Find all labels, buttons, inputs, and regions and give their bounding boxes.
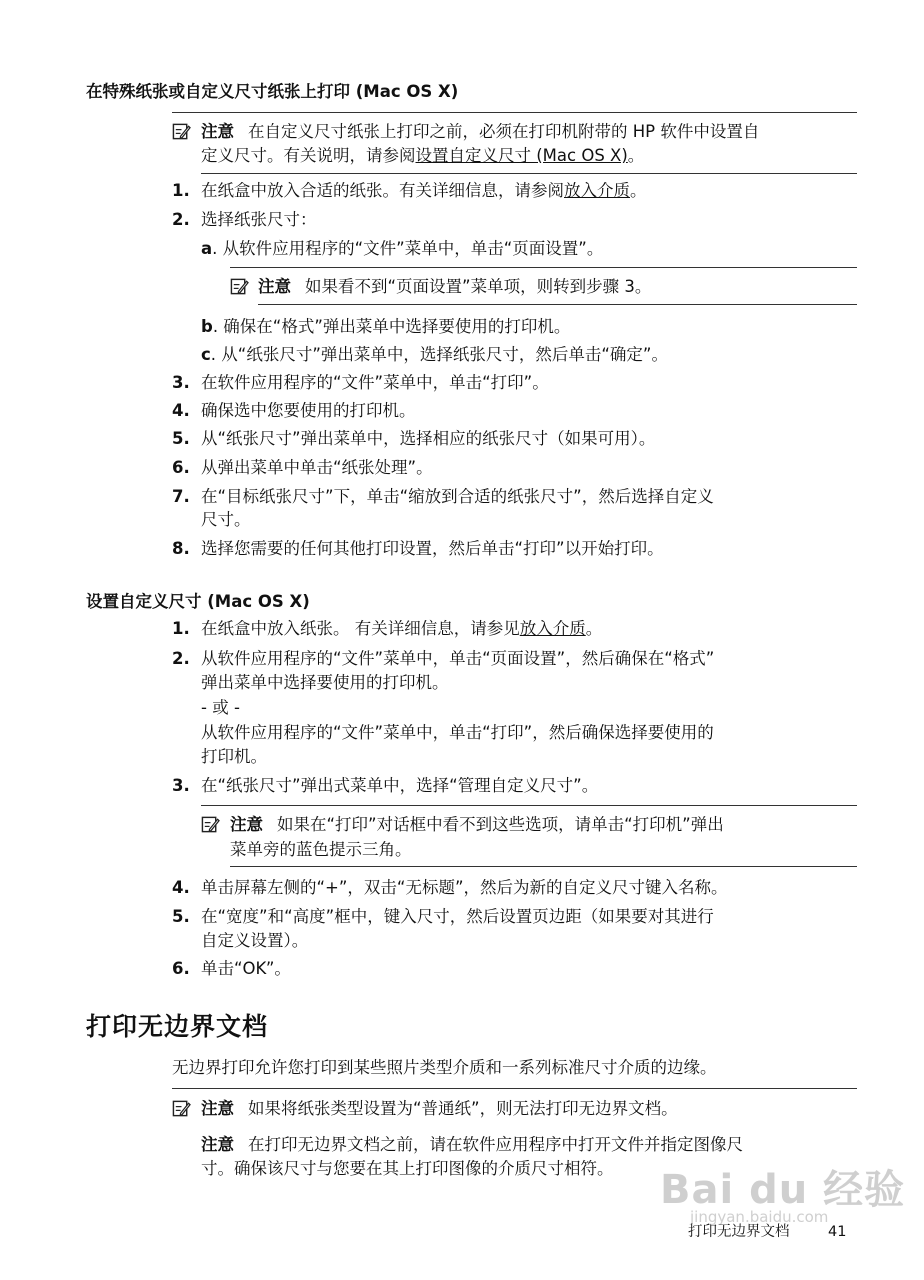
step-5-text-line2: 自定义设置）。	[201, 931, 309, 950]
note-text: 注意 如果将纸张类型设置为“普通纸”，则无法打印无边界文档。	[201, 1099, 678, 1118]
substep-a: a. 从软件应用程序的“文件”菜单中，单击“页面设置”。	[201, 239, 604, 258]
note-icon	[230, 277, 249, 296]
section-heading-special-paper: 在特殊纸张或自定义尺寸纸张上打印 (Mac OS X)	[86, 82, 459, 101]
link-load-media[interactable]: 放入介质	[519, 619, 586, 638]
step-5-text: 从“纸张尺寸”弹出菜单中，选择相应的纸张尺寸（如果可用）。	[201, 429, 656, 448]
note-label: 注意	[258, 277, 291, 296]
note-text-line2: 菜单旁的蓝色提示三角。	[230, 840, 412, 859]
note-label: 注意	[201, 1135, 234, 1154]
step-number: 3.	[172, 373, 190, 392]
step-6-text: 从弹出菜单中单击“纸张处理”。	[201, 458, 433, 477]
step-8-text: 选择您需要的任何其他打印设置，然后单击“打印”以开始打印。	[201, 539, 664, 558]
step-6-text: 单击“OK”。	[201, 959, 291, 978]
note-top-rule	[172, 112, 857, 113]
watermark-url: jingyan.baidu.com	[690, 1208, 829, 1226]
note-icon	[172, 1099, 191, 1118]
intro-text: 无边界打印允许您打印到某些照片类型介质和一系列标准尺寸介质的边缘。	[172, 1058, 717, 1077]
step-7-text: 在“目标纸张尺寸”下，单击“缩放到合适的纸张尺寸”，然后选择自定义	[201, 487, 714, 506]
step-number: 4.	[172, 401, 190, 420]
step-2-or: - 或 -	[201, 698, 240, 717]
watermark-logo: Bai du 经验	[660, 1167, 906, 1213]
step-number: 5.	[172, 429, 190, 448]
page-number: 41	[828, 1224, 847, 1240]
step-number: 1.	[172, 619, 190, 638]
note-icon	[172, 122, 191, 141]
step-3-text: 在软件应用程序的“文件”菜单中，单击“打印”。	[201, 373, 549, 392]
note-text: 注意 如果看不到“页面设置”菜单项，则转到步骤 3。	[258, 277, 652, 296]
step-2-text-line4: 打印机。	[201, 747, 267, 766]
step-number: 6.	[172, 959, 190, 978]
step-number: 2.	[172, 649, 190, 668]
substep-c: c. 从“纸张尺寸”弹出菜单中，选择纸张尺寸，然后单击“确定”。	[201, 345, 668, 364]
note-label: 注意	[201, 1099, 234, 1118]
note-bottom-rule	[230, 866, 857, 867]
note-label: 注意	[201, 122, 234, 141]
section-heading-borderless: 打印无边界文档	[86, 1012, 269, 1041]
link-load-media[interactable]: 放入介质	[564, 181, 630, 200]
step-4-text: 确保选中您要使用的打印机。	[201, 401, 416, 420]
step-2-text-line2: 弹出菜单中选择要使用的打印机。	[201, 673, 449, 692]
step-number: 5.	[172, 907, 190, 926]
step-2-text: 选择纸张尺寸：	[201, 210, 317, 229]
step-4-text: 单击屏幕左侧的“+”，双击“无标题”，然后为新的自定义尺寸键入名称。	[201, 878, 728, 897]
link-custom-size[interactable]: 设置自定义尺寸 (Mac OS X)	[415, 146, 628, 165]
note-text-line2: 寸。确保该尺寸与您要在其上打印图像的介质尺寸相符。	[201, 1159, 614, 1178]
note-text-line2: 定义尺寸。有关说明，请参阅设置自定义尺寸 (Mac OS X)。	[201, 146, 645, 165]
note-top-rule	[230, 267, 857, 268]
note-bottom-rule	[201, 173, 857, 174]
note-text: 注意 在打印无边界文档之前，请在软件应用程序中打开文件并指定图像尺	[201, 1135, 743, 1154]
step-number: 7.	[172, 487, 190, 506]
step-1-text: 在纸盒中放入纸张。 有关详细信息，请参见放入介质。	[201, 619, 603, 638]
note-bottom-rule	[258, 304, 857, 305]
step-7-text-line2: 尺寸。	[201, 510, 251, 529]
step-number: 1.	[172, 181, 190, 200]
note-top-rule	[172, 1088, 857, 1089]
step-number: 6.	[172, 458, 190, 477]
note-text: 注意 如果在“打印”对话框中看不到这些选项，请单击“打印机”弹出	[230, 815, 724, 834]
step-number: 2.	[172, 210, 190, 229]
step-3-text: 在“纸张尺寸”弹出式菜单中，选择“管理自定义尺寸”。	[201, 776, 599, 795]
step-number: 3.	[172, 776, 190, 795]
note-top-rule	[201, 805, 857, 806]
note-label: 注意	[230, 815, 263, 834]
section-heading-custom-size: 设置自定义尺寸 (Mac OS X)	[86, 592, 310, 611]
step-1-text: 在纸盒中放入合适的纸张。有关详细信息，请参阅放入介质。	[201, 181, 647, 200]
footer-section-title: 打印无边界文档	[688, 1224, 790, 1240]
substep-b: b. 确保在“格式”弹出菜单中选择要使用的打印机。	[201, 317, 571, 336]
step-number: 8.	[172, 539, 190, 558]
step-2-text: 从软件应用程序的“文件”菜单中，单击“页面设置”，然后确保在“格式”	[201, 649, 715, 668]
step-2-text-line3: 从软件应用程序的“文件”菜单中，单击“打印”，然后确保选择要使用的	[201, 723, 714, 742]
note-icon	[201, 815, 220, 834]
note-text: 注意 在自定义尺寸纸张上打印之前，必须在打印机附带的 HP 软件中设置自	[201, 122, 760, 141]
step-5-text: 在“宽度”和“高度”框中，键入尺寸，然后设置页边距（如果要对其进行	[201, 907, 714, 926]
step-number: 4.	[172, 878, 190, 897]
